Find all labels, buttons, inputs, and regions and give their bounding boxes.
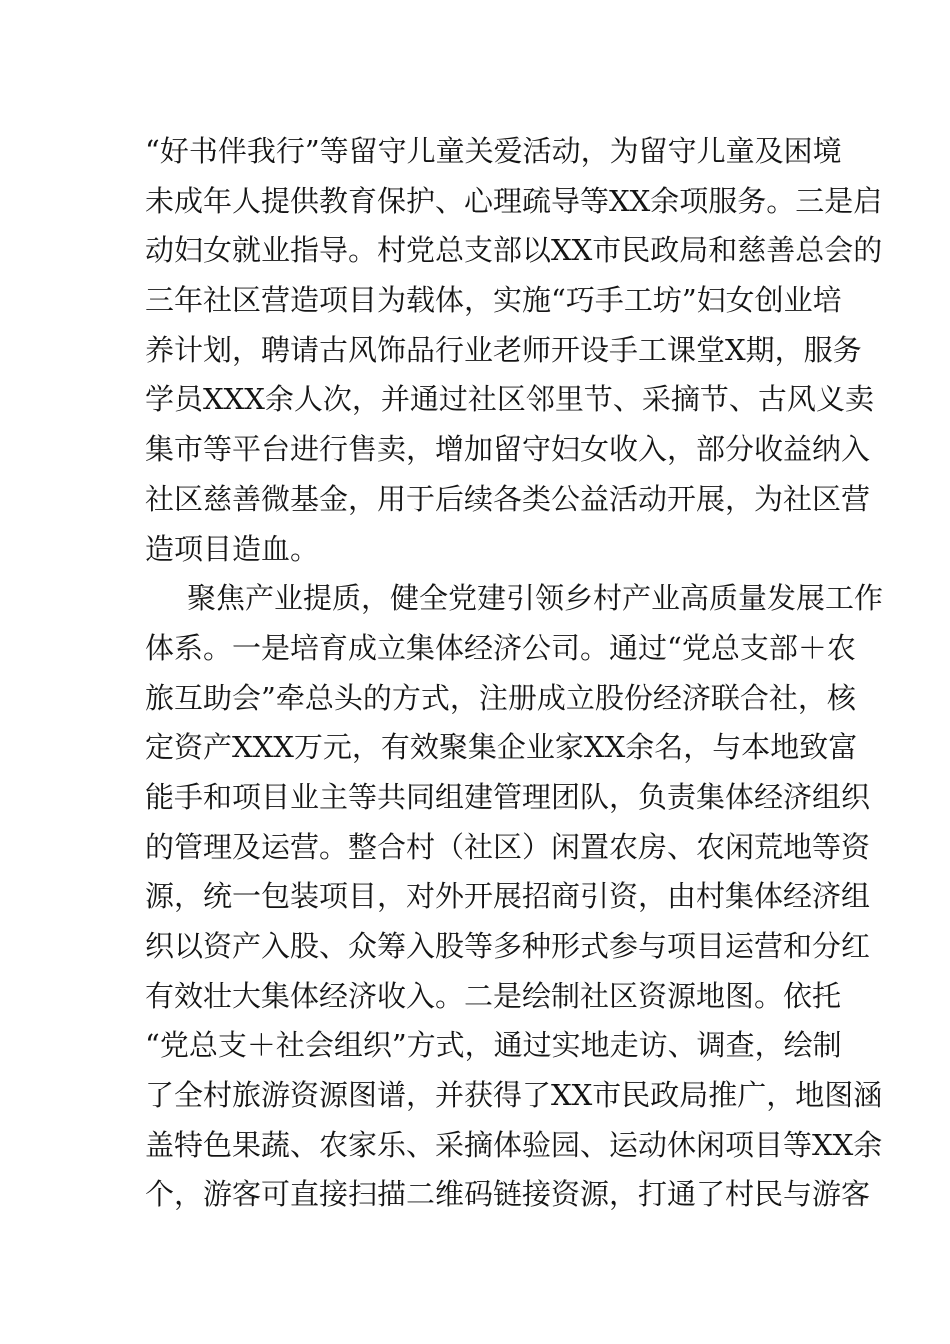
paragraph-line: 有效壮大集体经济收入。二是绘制社区资源地图。依托 [145,978,842,1013]
paragraph-line: 了全村旅游资源图谱，并获得了XX市民政局推广，地图涵 [145,1078,883,1113]
paragraph-line: 盖特色果蔬、农家乐、采摘体验园、运动休闲项目等XX余 [145,1127,883,1162]
paragraph-line: 个，游客可直接扫描二维码链接资源，打通了村民与游客 [145,1177,871,1212]
document-body [145,127,884,1220]
paragraph-line: 聚焦产业提质，健全党建引领乡村产业高质量发展工作 [187,581,884,616]
paragraph-line: 未成年人提供教育保护、心理疏导等XX余项服务。三是启 [145,183,883,218]
paragraph-line: 能手和项目业主等共同组建管理团队，负责集体经济组织 [145,779,871,814]
paragraph-line: “党总支＋社会组织”方式，通过实地走访、调查，绘制 [145,1028,842,1063]
paragraph-1 [145,127,883,574]
paragraph-line: 定资产XXX万元，有效聚集企业家XX余名，与本地致富 [145,730,858,765]
paragraph-line: “好书伴我行”等留守儿童关爱活动，为留守儿童及困境 [145,134,842,168]
paragraph-line: 体系。一是培育成立集体经济公司。通过“党总支部＋农 [145,630,856,665]
paragraph-line: 旅互助会”牵总头的方式，注册成立股份经济联合社，核 [145,680,856,715]
paragraph-line: 动妇女就业指导。村党总支部以XX市民政局和慈善总会的 [145,233,883,268]
paragraph-line: 养计划，聘请古风饰品行业老师开设手工课堂X期，服务 [145,332,862,367]
paragraph-line: 集市等平台进行售卖，增加留守妇女收入，部分收益纳入 [145,432,871,467]
paragraph-line: 的管理及运营。整合村（社区）闲置农房、农闲荒地等资 [145,829,871,864]
paragraph-line: 三年社区营造项目为载体，实施“巧手工坊”妇女创业培 [145,283,842,318]
paragraph-line: 织以资产入股、众筹入股等多种形式参与项目运营和分红 [145,929,871,963]
paragraph-2 [145,574,884,1220]
paragraph-line: 学员XXX余人次，并通过社区邻里节、采摘节、古风义卖 [145,382,874,417]
paragraph-line: 造项目造血。 [145,531,320,566]
paragraph-line: 社区慈善微基金，用于后续各类公益活动开展，为社区营 [145,481,871,516]
paragraph-line: 源，统一包装项目，对外开展招商引资，由村集体经济组 [145,879,871,914]
